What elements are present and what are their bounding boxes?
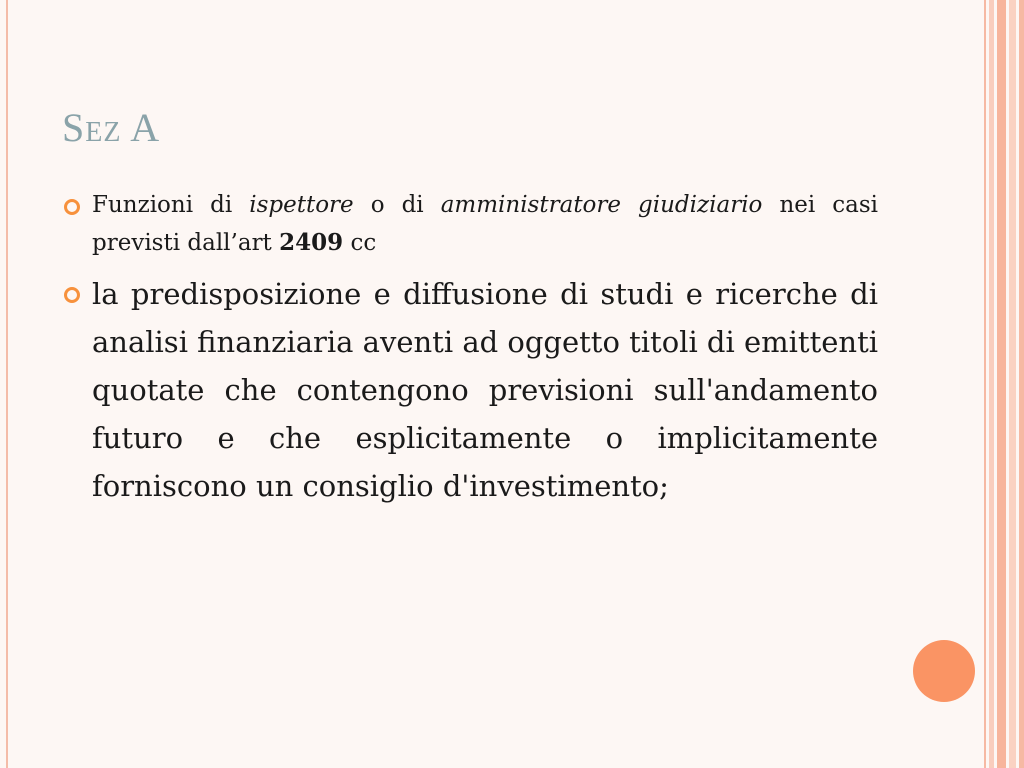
text-segment: Funzioni di — [92, 192, 250, 218]
text-segment-italic: amministratore giudiziario — [440, 192, 763, 218]
stripe — [997, 0, 1006, 768]
text-segment: nei casi previsti dall’art — [92, 192, 879, 256]
text-segment-italic: ispettore — [249, 192, 354, 218]
bullet-item — [62, 186, 878, 262]
text-segment: o di — [353, 192, 441, 218]
stripe — [984, 0, 986, 768]
bullet-item — [62, 270, 878, 510]
bullet-text: la predisposizione e diffusione di studi e ricerche di analisi finanziaria aventi ad oggetto titoli di emittenti quotate che contengono previsioni sull'andamento futuro e che esplicitamente o implicitamente forniscono un consiglio d'investimento; — [92, 277, 879, 503]
left-border-line — [6, 0, 8, 768]
text-segment: cc — [343, 230, 377, 256]
text-segment-bold: 2409 — [279, 229, 344, 256]
stripe — [989, 0, 994, 768]
circle-bullet-icon — [64, 199, 80, 215]
decorative-circle-icon — [913, 640, 975, 702]
slide-title: Sez A — [62, 105, 161, 150]
bullet-text — [92, 192, 878, 256]
right-decorative-stripes — [980, 0, 1024, 768]
stripe — [1019, 0, 1024, 768]
stripe — [1009, 0, 1016, 768]
bullet-list — [62, 186, 878, 510]
circle-bullet-icon — [64, 287, 80, 303]
